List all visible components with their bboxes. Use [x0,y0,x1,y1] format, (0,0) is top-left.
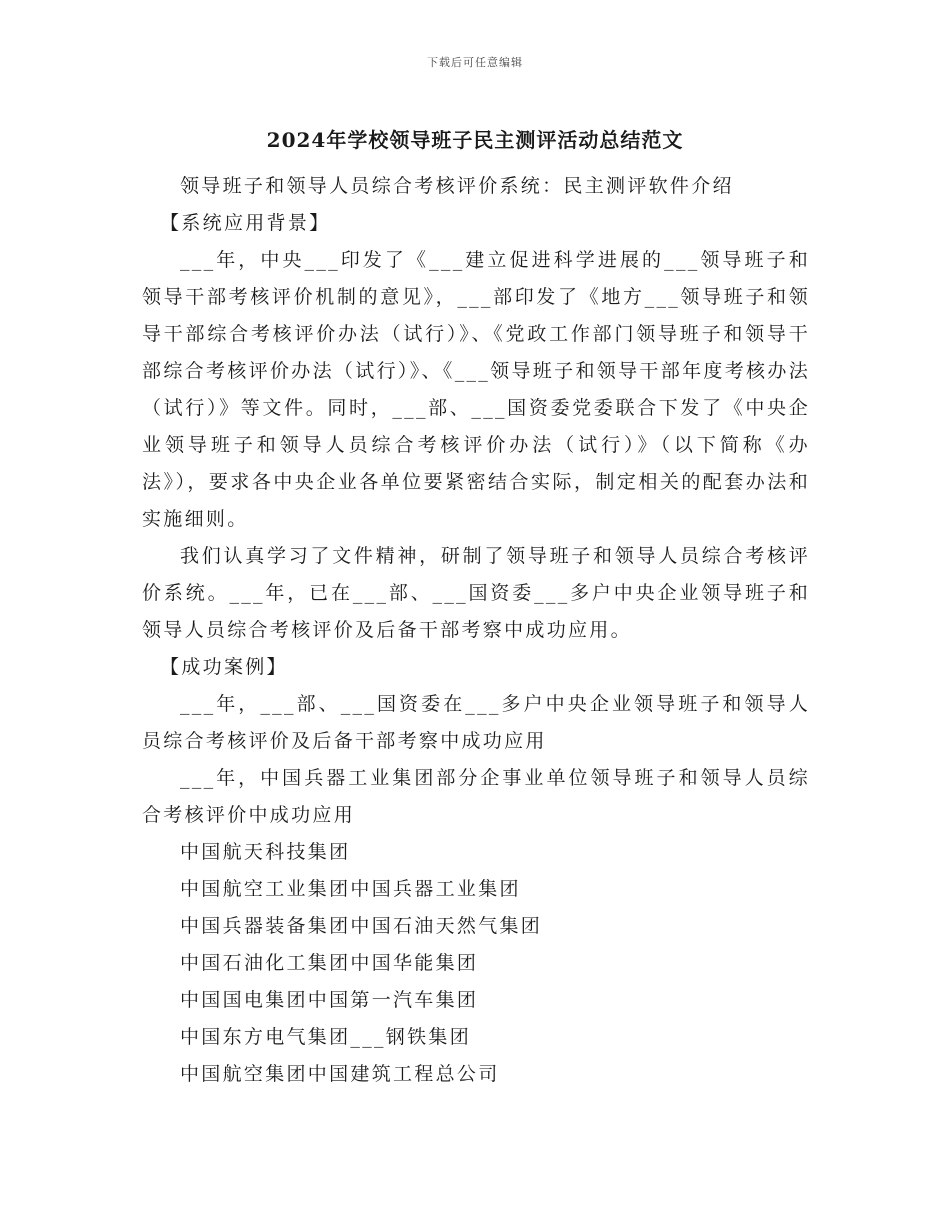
company-line: 中国航空集团中国建筑工程总公司 [180,1063,500,1085]
company-line: 中国兵器装备集团中国石油天然气集团 [180,915,543,937]
document-body [142,168,810,1093]
case-paragraph-2: ___年，中国兵器工业集团部分企事业单位领导班子和领导人员综合考核评价中成功应用 [142,767,810,826]
section-heading-cases: 【成功案例】 [160,656,288,678]
section-heading-background: 【系统应用背景】 [160,212,331,234]
background-paragraph-1: ___年，中央___印发了《___建立促进科学进展的___领导班子和领导干部考核评价机制的意见》，___部印发了《地方___领导班子和领导干部综合考核评价办法（试行）》、《党政工作部门领导班子和领导干部综合考核评价办法（试行）》、《___领导班子和领导干部年度考核办法（试行）》等文件。同时，___部、___国资委党委联合下发了《中央企业领导班子和领导人员综合考核评价办法（试行）》（以下简称《办法》），要求各中央企业各单位要紧密结合实际，制定相关的配套办法和实施细则。 [142,249,810,530]
company-line: 中国航空工业集团中国兵器工业集团 [180,878,521,900]
company-line: 中国石油化工集团中国华能集团 [180,952,479,974]
intro-paragraph: 领导班子和领导人员综合考核评价系统：民主测评软件介绍 [180,175,734,197]
company-line: 中国东方电气集团___钢铁集团 [180,1026,472,1048]
company-line: 中国航天科技集团 [180,841,351,863]
document-title: 2024年学校领导班子民主测评活动总结范文 [266,128,684,152]
company-line: 中国国电集团中国第一汽车集团 [180,989,479,1011]
case-paragraph-1: ___年，___部、___国资委在___多户中央企业领导班子和领导人员综合考核评价及后备干部考察中成功应用 [142,693,810,752]
header-note: 下载后可任意编辑 [427,56,523,69]
background-paragraph-2: 我们认真学习了文件精神，研制了领导班子和领导人员综合考核评价系统。___年，已在___部、___国资委___多户中央企业领导班子和领导人员综合考核评价及后备干部考察中成功应用。 [142,545,810,641]
